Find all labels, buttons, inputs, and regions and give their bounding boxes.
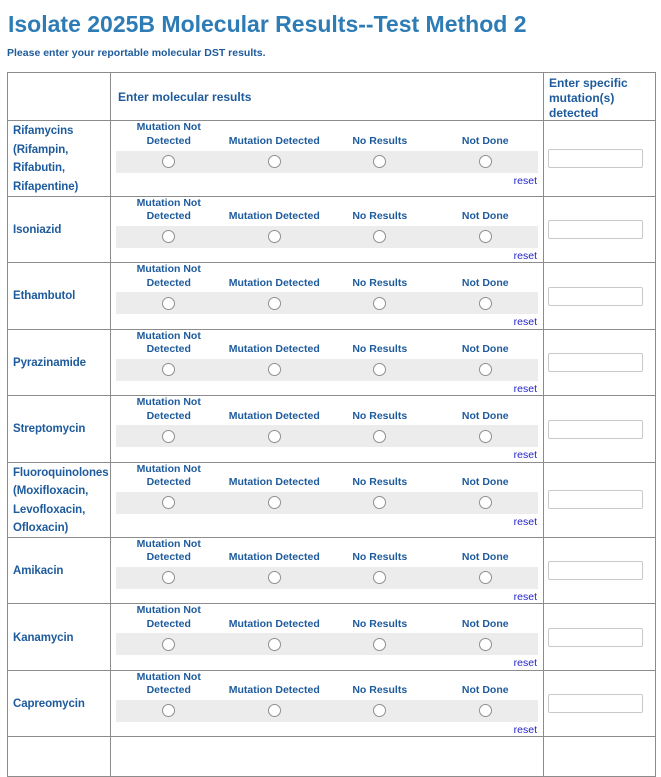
option-label-not-done: Not Done (461, 476, 509, 489)
options-cell (111, 121, 544, 196)
mutation-input-cell (544, 537, 656, 604)
radio-strip (116, 700, 538, 722)
options-cell (111, 196, 544, 263)
option-label-no-results: No Results (352, 551, 408, 564)
radio-cell (327, 567, 433, 589)
table-row (8, 329, 656, 396)
radio-cell (222, 226, 328, 248)
radio-mutation-detected[interactable] (268, 363, 281, 376)
reset-link[interactable]: reset (513, 316, 537, 329)
option-labels-row (116, 671, 538, 700)
radio-no-results[interactable] (373, 496, 386, 509)
table-row (8, 462, 656, 537)
radio-mutation-not-detected[interactable] (162, 496, 175, 509)
options-cell (111, 329, 544, 396)
table-row (8, 263, 656, 330)
radio-strip (116, 492, 538, 514)
option-label-no-results: No Results (352, 276, 408, 289)
radio-not-done[interactable] (479, 496, 492, 509)
cutoff-cell (8, 737, 111, 777)
reset-link[interactable]: reset (513, 249, 537, 262)
reset-link[interactable]: reset (513, 449, 537, 462)
table-row-cutoff (8, 737, 656, 777)
radio-cell (433, 492, 539, 514)
radio-no-results[interactable] (373, 704, 386, 717)
options-cell (111, 537, 544, 604)
radio-mutation-detected[interactable] (268, 430, 281, 443)
option-label-no-results: No Results (352, 210, 408, 223)
option-label-not-done: Not Done (461, 409, 509, 422)
mutation-input[interactable] (548, 420, 643, 439)
reset-line (116, 514, 538, 528)
radio-mutation-not-detected[interactable] (162, 430, 175, 443)
radio-not-done[interactable] (479, 571, 492, 584)
radio-strip (116, 567, 538, 589)
drug-cell (8, 396, 111, 463)
radio-cell (433, 359, 539, 381)
radio-mutation-detected[interactable] (268, 704, 281, 717)
mutation-input[interactable] (548, 353, 643, 372)
radio-cell (433, 226, 539, 248)
mutation-input-cell (544, 329, 656, 396)
radio-cell (116, 359, 222, 381)
option-labels-row (116, 330, 538, 359)
reset-line (116, 655, 538, 669)
mutation-input[interactable] (548, 287, 643, 306)
radio-cell (222, 567, 328, 589)
cutoff-cell (544, 737, 656, 777)
options-cell (111, 604, 544, 671)
radio-strip (116, 425, 538, 447)
option-label-not-done: Not Done (461, 135, 509, 148)
radio-cell (327, 226, 433, 248)
table-row (8, 537, 656, 604)
radio-mutation-detected[interactable] (268, 496, 281, 509)
table-row (8, 121, 656, 196)
radio-cell (433, 567, 539, 589)
mutation-input-cell (544, 670, 656, 737)
radio-mutation-not-detected[interactable] (162, 638, 175, 651)
radio-not-done[interactable] (479, 430, 492, 443)
reset-link[interactable]: reset (513, 174, 537, 187)
drug-name: Rifamycins (Rifampin, Rifabutin, Rifapentine) (13, 125, 79, 193)
reset-link[interactable]: reset (513, 515, 537, 528)
reset-line (116, 722, 538, 736)
radio-mutation-detected[interactable] (268, 571, 281, 584)
option-label-mutation-not-detected: Mutation Not Detected (136, 670, 201, 697)
table-row (8, 396, 656, 463)
radio-cell (327, 425, 433, 447)
option-labels-row (116, 604, 538, 633)
option-label-mutation-detected: Mutation Detected (228, 210, 320, 223)
radio-no-results[interactable] (373, 638, 386, 651)
drug-cell (8, 537, 111, 604)
option-label-not-done: Not Done (461, 343, 509, 356)
radio-cell (116, 492, 222, 514)
option-labels-row (116, 197, 538, 226)
drug-cell (8, 329, 111, 396)
drug-cell (8, 196, 111, 263)
drug-name: Isoniazid (13, 223, 62, 236)
drug-cell (8, 604, 111, 671)
table-row (8, 604, 656, 671)
option-label-mutation-detected: Mutation Detected (228, 476, 320, 489)
drug-name: Amikacin (13, 565, 64, 578)
mutation-input-cell (544, 462, 656, 537)
table-row (8, 670, 656, 737)
drug-cell (8, 121, 111, 196)
radio-cell (327, 359, 433, 381)
option-label-not-done: Not Done (461, 210, 509, 223)
radio-cell (116, 292, 222, 314)
mutation-input[interactable] (548, 220, 643, 239)
radio-not-done[interactable] (479, 363, 492, 376)
option-label-mutation-not-detected: Mutation Not Detected (136, 604, 201, 630)
options-cell (111, 670, 544, 737)
reset-line (116, 248, 538, 262)
option-labels-row (116, 263, 538, 292)
drug-cell (8, 462, 111, 537)
radio-no-results[interactable] (373, 230, 386, 243)
radio-cell (222, 492, 328, 514)
radio-cell (116, 633, 222, 655)
reset-line (116, 589, 538, 603)
mutation-input-cell (544, 604, 656, 671)
radio-mutation-detected[interactable] (268, 155, 281, 168)
radio-no-results[interactable] (373, 363, 386, 376)
radio-mutation-not-detected[interactable] (162, 704, 175, 717)
option-label-mutation-detected: Mutation Detected (228, 409, 320, 422)
radio-no-results[interactable] (373, 155, 386, 168)
radio-mutation-not-detected[interactable] (162, 155, 175, 168)
option-label-no-results: No Results (352, 684, 408, 697)
options-cell (111, 263, 544, 330)
radio-cell (327, 151, 433, 173)
option-label-mutation-not-detected: Mutation Not Detected (136, 121, 201, 148)
page-title: Isolate 2025B Molecular Results--Test Method 2 (8, 11, 527, 37)
drug-name: Pyrazinamide (13, 356, 86, 369)
radio-strip (116, 151, 538, 173)
mutation-input-cell (544, 196, 656, 263)
drug-cell (8, 263, 111, 330)
reset-link[interactable]: reset (513, 657, 537, 670)
radio-cell (116, 700, 222, 722)
mutation-input[interactable] (548, 628, 643, 647)
header-blank-cell (8, 73, 111, 121)
drug-name: Ethambutol (13, 290, 76, 303)
header-enter-specific-mutations: Enter specific mutation(s) detected (544, 73, 656, 121)
table-row (8, 196, 656, 263)
radio-strip (116, 359, 538, 381)
radio-strip (116, 226, 538, 248)
option-labels-row (116, 463, 538, 492)
molecular-results-table (7, 72, 656, 777)
radio-no-results[interactable] (373, 297, 386, 310)
mutation-input-cell (544, 263, 656, 330)
radio-no-results[interactable] (373, 571, 386, 584)
option-label-mutation-not-detected: Mutation Not Detected (136, 196, 201, 223)
option-label-not-done: Not Done (461, 551, 509, 564)
radio-mutation-not-detected[interactable] (162, 230, 175, 243)
option-label-mutation-not-detected: Mutation Not Detected (136, 396, 201, 422)
option-label-mutation-not-detected: Mutation Not Detected (136, 537, 201, 564)
radio-cell (327, 633, 433, 655)
radio-mutation-detected[interactable] (268, 638, 281, 651)
radio-mutation-detected[interactable] (268, 297, 281, 310)
option-label-mutation-not-detected: Mutation Not Detected (136, 462, 201, 489)
radio-strip (116, 633, 538, 655)
page-subtitle: Please enter your reportable molecular DST results. (7, 47, 266, 60)
radio-cell (222, 633, 328, 655)
reset-link[interactable]: reset (513, 590, 537, 603)
radio-no-results[interactable] (373, 430, 386, 443)
mutation-input[interactable] (548, 149, 643, 168)
mutation-input[interactable] (548, 490, 643, 509)
option-label-mutation-detected: Mutation Detected (228, 135, 320, 148)
option-label-mutation-detected: Mutation Detected (228, 276, 320, 289)
reset-line (116, 447, 538, 461)
mutation-input[interactable] (548, 561, 643, 580)
reset-line (116, 381, 538, 395)
reset-link[interactable]: reset (513, 382, 537, 395)
radio-cell (222, 292, 328, 314)
radio-cell (222, 700, 328, 722)
radio-cell (433, 151, 539, 173)
reset-line (116, 314, 538, 328)
option-label-no-results: No Results (352, 135, 408, 148)
drug-name: Fluoroquinolones (Moxifloxacin, Levofloxacin, Ofloxacin) (13, 466, 109, 535)
option-labels-row (116, 538, 538, 567)
table-header-row (8, 73, 656, 121)
radio-not-done[interactable] (479, 155, 492, 168)
radio-not-done[interactable] (479, 704, 492, 717)
option-label-mutation-not-detected: Mutation Not Detected (136, 263, 201, 289)
option-label-mutation-detected: Mutation Detected (228, 617, 320, 630)
drug-name: Capreomycin (13, 698, 85, 711)
option-label-not-done: Not Done (461, 276, 509, 289)
option-label-no-results: No Results (352, 617, 408, 630)
radio-mutation-not-detected[interactable] (162, 363, 175, 376)
radio-cell (433, 633, 539, 655)
radio-cell (116, 151, 222, 173)
radio-strip (116, 292, 538, 314)
option-label-mutation-not-detected: Mutation Not Detected (136, 329, 201, 356)
drug-name: Streptomycin (13, 423, 86, 436)
radio-cell (327, 700, 433, 722)
option-label-not-done: Not Done (461, 617, 509, 630)
reset-line (116, 173, 538, 187)
radio-mutation-detected[interactable] (268, 230, 281, 243)
reset-link[interactable]: reset (513, 723, 537, 736)
radio-cell (222, 151, 328, 173)
radio-cell (327, 492, 433, 514)
radio-mutation-not-detected[interactable] (162, 297, 175, 310)
radio-not-done[interactable] (479, 638, 492, 651)
radio-mutation-not-detected[interactable] (162, 571, 175, 584)
options-cell (111, 462, 544, 537)
radio-cell (222, 359, 328, 381)
option-label-no-results: No Results (352, 343, 408, 356)
options-cell (111, 396, 544, 463)
option-label-not-done: Not Done (461, 684, 509, 697)
radio-not-done[interactable] (479, 230, 492, 243)
radio-cell (327, 292, 433, 314)
header-enter-molecular-results: Enter molecular results (111, 73, 544, 121)
option-label-mutation-detected: Mutation Detected (228, 551, 320, 564)
option-label-mutation-detected: Mutation Detected (228, 343, 320, 356)
cutoff-cell (111, 737, 544, 777)
radio-cell (222, 425, 328, 447)
option-label-no-results: No Results (352, 409, 408, 422)
radio-cell (433, 425, 539, 447)
option-labels-row (116, 121, 538, 150)
radio-cell (433, 700, 539, 722)
mutation-input-cell (544, 121, 656, 196)
drug-name: Kanamycin (13, 631, 74, 644)
mutation-input[interactable] (548, 694, 643, 713)
option-label-no-results: No Results (352, 476, 408, 489)
radio-cell (116, 567, 222, 589)
radio-cell (116, 226, 222, 248)
drug-cell (8, 670, 111, 737)
radio-not-done[interactable] (479, 297, 492, 310)
radio-cell (433, 292, 539, 314)
option-labels-row (116, 396, 538, 425)
radio-cell (116, 425, 222, 447)
mutation-input-cell (544, 396, 656, 463)
option-label-mutation-detected: Mutation Detected (228, 684, 320, 697)
